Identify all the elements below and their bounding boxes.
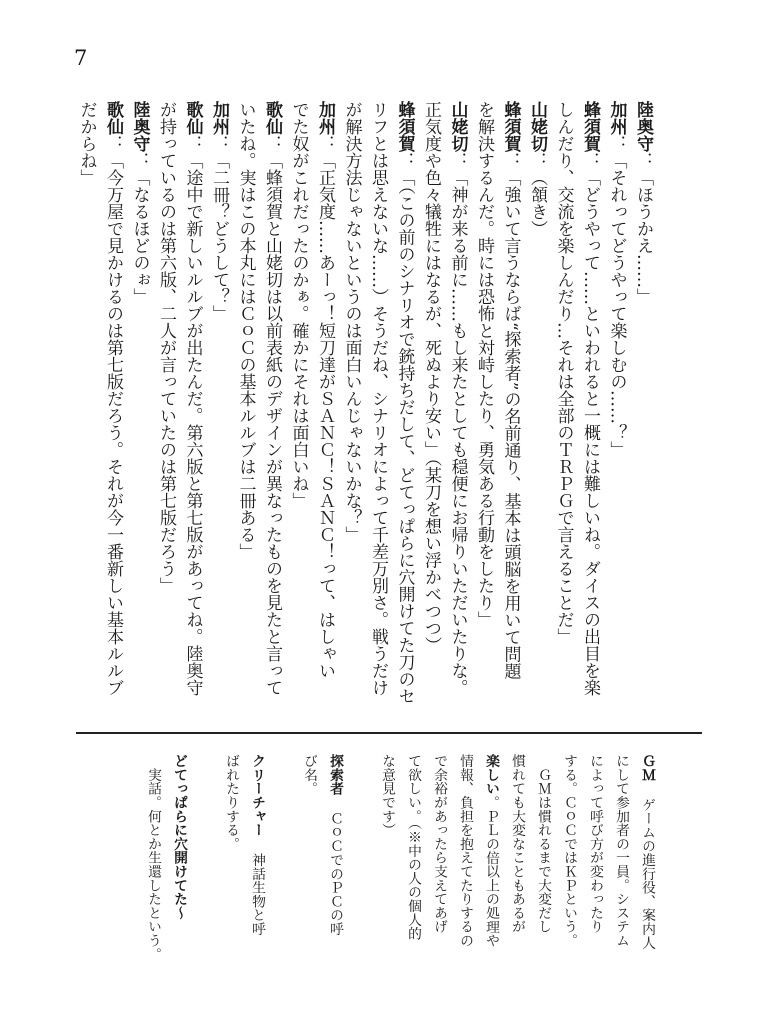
dialogue-line bbox=[497, 101, 524, 711]
note-text: 慣れても大変なこともあるが bbox=[509, 754, 525, 934]
dialogue-line bbox=[100, 101, 127, 711]
line-text: ：「どうやって……といわれると一概には難しいね。ダイスの出目を楽 bbox=[580, 152, 600, 696]
dialogue-line bbox=[550, 101, 577, 711]
note-line bbox=[400, 754, 426, 954]
speaker-name: 山姥切 bbox=[447, 101, 468, 152]
note-text: によって呼び方が変わったり bbox=[587, 754, 603, 934]
note-line bbox=[634, 754, 660, 954]
note-text: 。ＰＬの倍以上の処理や bbox=[483, 795, 499, 948]
speaker-name: 加州 bbox=[606, 101, 627, 135]
note-text: する。ＣｏＣではＫＰという。 bbox=[561, 754, 577, 948]
note-line bbox=[218, 754, 244, 954]
note-line bbox=[530, 754, 556, 954]
dialogue-line bbox=[444, 101, 471, 711]
line-text: ：「正気度……あーっ！短刀達がＳＡＮＣ！ＳＡＮＣ！って、はしゃい bbox=[315, 135, 335, 679]
note-term: クリーチャー bbox=[249, 754, 265, 837]
speaker-name: 加州 bbox=[315, 101, 335, 135]
dialogue-line bbox=[577, 101, 604, 711]
line-text: ：「強いて言うならば“探索者”の名前通り、基本は頭脳を用いて問題 bbox=[500, 152, 521, 680]
note-line bbox=[270, 754, 296, 954]
note-line bbox=[374, 754, 400, 954]
dialogue-line bbox=[259, 101, 286, 711]
speaker-name: 陸奥守 bbox=[129, 101, 150, 152]
note-line bbox=[478, 754, 504, 954]
dialogue-line bbox=[471, 101, 498, 711]
note-term: ＧＭ bbox=[639, 754, 655, 782]
note-text: て欲しい。（※中の人の個人的 bbox=[405, 754, 421, 941]
dialogue-line bbox=[73, 101, 100, 711]
note-line bbox=[140, 754, 166, 961]
dialogue-line bbox=[365, 101, 392, 711]
note-text: び名。 bbox=[301, 754, 317, 796]
page-number: 7 bbox=[74, 46, 88, 70]
note-line bbox=[296, 754, 322, 954]
note-line bbox=[452, 754, 478, 954]
dialogue-line bbox=[524, 101, 551, 711]
speaker-name: 蜂須賀 bbox=[580, 101, 600, 152]
line-text: ：「それってどうやって楽しむの……？」 bbox=[606, 135, 627, 458]
line-text: が解決方法じゃないというのは面白いんじゃないかな？」 bbox=[341, 101, 362, 543]
note-text: ＧＭは慣れるまで大変だし bbox=[535, 754, 551, 934]
divider bbox=[76, 732, 702, 734]
line-text: を解決するんだ。時には恐怖と対峙したり、勇気ある行動をしたり」 bbox=[474, 101, 494, 628]
dialogue-line bbox=[206, 101, 233, 711]
dialogue-line bbox=[338, 101, 365, 711]
note-text: な意見です） bbox=[379, 754, 395, 837]
note-line bbox=[608, 754, 634, 954]
dialogue-line bbox=[391, 101, 418, 711]
note-line bbox=[556, 754, 582, 954]
line-text: だからね」 bbox=[76, 101, 97, 186]
dialogue-body bbox=[73, 101, 656, 711]
glossary-notes bbox=[140, 754, 660, 961]
dialogue-line bbox=[179, 101, 206, 711]
note-term: 探索者 bbox=[327, 754, 343, 796]
note-line bbox=[322, 754, 348, 954]
speaker-name: 山姥切 bbox=[527, 101, 547, 152]
note-text: 実話。何とか生還したという。 bbox=[145, 754, 161, 961]
note-line bbox=[192, 754, 218, 954]
line-text: ：「なるほどのぉ」 bbox=[129, 152, 150, 305]
dialogue-line bbox=[126, 101, 153, 711]
line-text: いたね。実はこの本丸にはＣｏＣの基本ルルブは二冊ある」 bbox=[235, 101, 256, 560]
line-text: しんだり、交流を楽しんだり…それは全部のＴＲＰＧで言えることだ」 bbox=[553, 101, 574, 645]
note-text: ゲームの進行役、案内人 bbox=[639, 797, 655, 950]
line-text: ：（頷き） bbox=[527, 152, 547, 237]
line-text: でた奴がこれだったのかぁ。確かにそれは面白いね」 bbox=[288, 101, 309, 509]
line-text: ：「（この前のシナリオで銃持ちだして、どてっぱらに穴開けてた刀のセ bbox=[394, 152, 415, 705]
line-text: ：「ほうかえ……」 bbox=[633, 152, 653, 305]
dialogue-line bbox=[312, 101, 339, 711]
note-line bbox=[426, 754, 452, 954]
line-text: 正気度や色々犠牲にはなるが、死ぬより安い」（某刀を想い浮かべつつ） bbox=[421, 101, 441, 654]
dialogue-line bbox=[630, 101, 657, 711]
speaker-name: 歌仙 bbox=[182, 101, 203, 135]
speaker-name: 陸奥守 bbox=[633, 101, 653, 152]
note-line bbox=[244, 754, 270, 954]
note-term: 楽しい bbox=[483, 754, 499, 796]
note-line bbox=[348, 754, 374, 954]
note-text: にして参加者の一員。システム bbox=[613, 754, 629, 948]
line-text: リフとは思えないな……）そうだね、シナリオによって千差万別さ。戦うだけ bbox=[368, 101, 388, 696]
note-line bbox=[166, 754, 192, 954]
line-text: ：「蜂須賀と山姥切は以前表紙のデザインが異なったものを見たと言って bbox=[262, 135, 282, 696]
note-text: ばれたりする。 bbox=[223, 754, 239, 851]
note-text: 情報、負担を抱えてたりするの bbox=[457, 754, 473, 948]
note-line bbox=[504, 754, 530, 954]
line-text: ：「今万屋で見かけるのは第七版だろう。それが今一番新しい基本ルルブ bbox=[103, 135, 123, 696]
speaker-name: 蜂須賀 bbox=[500, 101, 521, 152]
dialogue-line bbox=[153, 101, 180, 711]
dialogue-line bbox=[603, 101, 630, 711]
note-text: で余裕があったら支えてあげ bbox=[431, 754, 447, 934]
dialogue-line bbox=[418, 101, 445, 711]
speaker-name: 蜂須賀 bbox=[394, 101, 415, 152]
line-text: ：「途中で新しいルルブが出たんだ。第六版と第七版があってね。陸奥守 bbox=[182, 135, 203, 696]
note-text: 神話生物と呼 bbox=[249, 852, 265, 936]
note-line bbox=[582, 754, 608, 954]
dialogue-line bbox=[232, 101, 259, 711]
line-text: ：「二冊？どうして？」 bbox=[209, 135, 229, 322]
speaker-name: 加州 bbox=[209, 101, 229, 135]
speaker-name: 歌仙 bbox=[262, 101, 282, 135]
dialogue-line bbox=[285, 101, 312, 711]
line-text: が持っているのは第六版、二人が言っていたのは第七版だろう」 bbox=[156, 101, 176, 594]
note-term: どてっぱらに穴開けてた～ bbox=[171, 754, 187, 920]
note-text: ＣｏＣでのＰＣの呼 bbox=[327, 811, 343, 936]
line-text: ：「神が来る前に……もし来たとしても穏便にお帰りいただいたりな。 bbox=[447, 152, 468, 696]
speaker-name: 歌仙 bbox=[103, 101, 123, 135]
